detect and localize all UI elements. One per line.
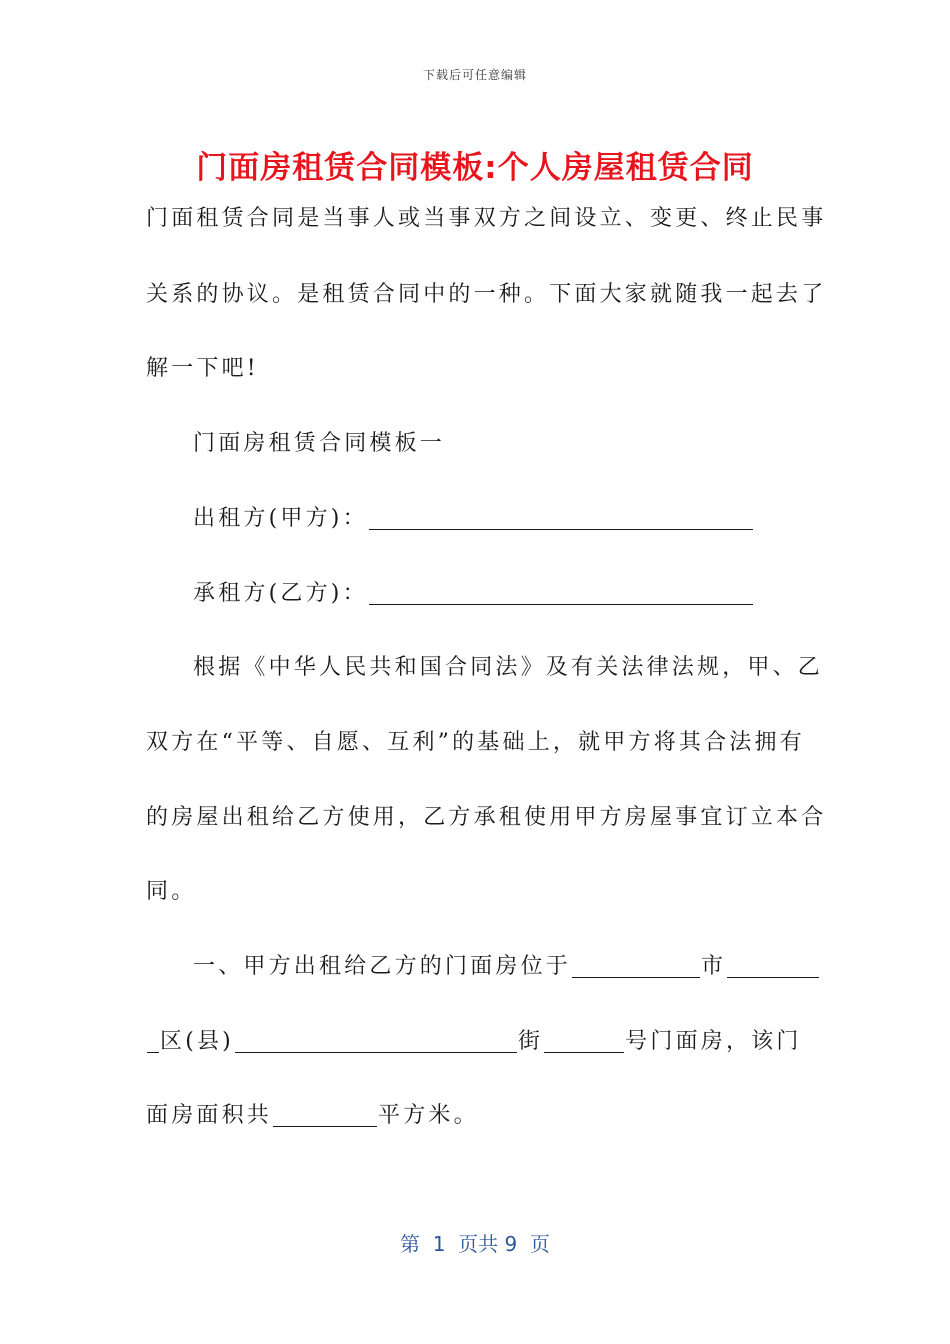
- city-label: 市: [701, 954, 727, 979]
- basis-line-3: 的房屋出租给乙方使用，乙方承租使用甲方房屋事宜订立本合: [146, 805, 827, 830]
- lessor-label: 出租方(甲方)：: [193, 506, 368, 531]
- basis-line-1: 根据《中华人民共和国合同法》及有关法律法规，甲、乙: [193, 655, 824, 680]
- area-prefix: 面房面积共: [146, 1103, 273, 1128]
- clause1-line-2: [146, 1031, 802, 1053]
- city-blank: [572, 957, 700, 978]
- area-unit: 平方米。: [378, 1103, 479, 1128]
- lessor-row: [193, 508, 754, 530]
- intro-line-2: 关系的协议。是租赁合同中的一种。下面大家就随我一起去了: [146, 282, 827, 307]
- lessee-blank: [369, 584, 753, 605]
- intro-line-3: 解一下吧!: [146, 356, 259, 381]
- header-note: 下载后可任意编辑: [422, 68, 527, 82]
- template-heading: 门面房租赁合同模板一: [193, 431, 446, 456]
- basis-line-2: 双方在“平等、自愿、互利”的基础上，就甲方将其合法拥有: [146, 730, 805, 755]
- page-footer: 第 1 页共 9 页: [400, 1232, 550, 1256]
- area-blank: [273, 1106, 377, 1127]
- district-label: 区(县): [160, 1029, 234, 1054]
- city-blank-continued: [727, 957, 819, 978]
- lessee-label: 承租方(乙方)：: [193, 581, 368, 606]
- street-label: 街: [517, 1029, 544, 1054]
- clause1-line-1: [193, 956, 820, 978]
- district-blank: [235, 1032, 517, 1053]
- number-label: 号门面房，该门: [625, 1029, 802, 1054]
- basis-line-4: 同。: [146, 879, 197, 904]
- lessee-row: [193, 583, 754, 605]
- clause1-location-text: 一、甲方出租给乙方的门面房位于: [193, 954, 572, 979]
- street-blank: [544, 1032, 624, 1053]
- intro-line-1: 门面租赁合同是当事人或当事双方之间设立、变更、终止民事: [146, 206, 827, 231]
- document-title: 门面房租赁合同模板:个人房屋租赁合同: [196, 150, 754, 186]
- lessor-blank: [369, 509, 753, 530]
- clause1-line-3: [146, 1105, 479, 1127]
- district-leading-blank: [147, 1032, 159, 1053]
